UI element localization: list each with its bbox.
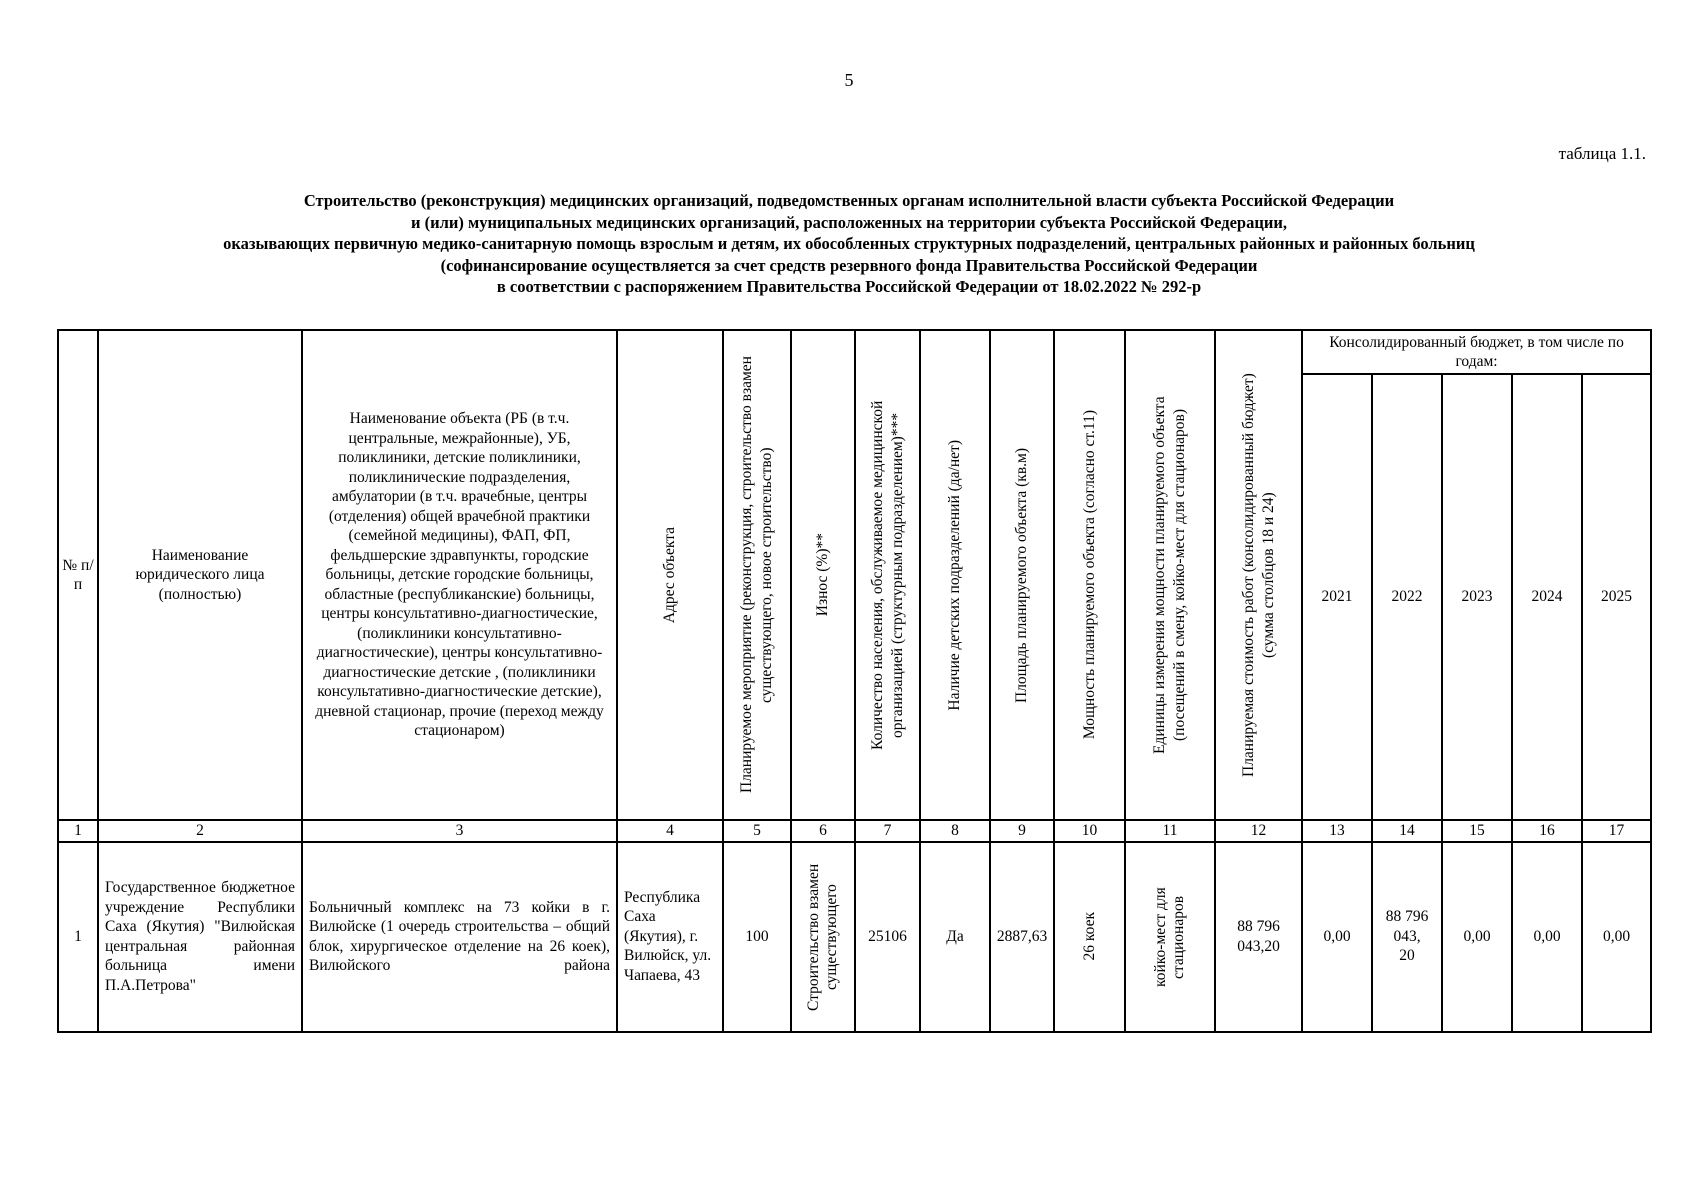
document-title [60, 190, 1638, 298]
column-number: 15 [1442, 820, 1512, 842]
cell-2025: 0,00 [1582, 842, 1651, 1032]
table-label: таблица 1.1. [1558, 144, 1646, 163]
column-number-row [58, 820, 1651, 842]
header-legal-entity: Наименование юридического лица (полностью) [98, 330, 302, 820]
header-capacity-unit-text: Единицы измерения мощности планируемого объекта (посещений в смену, койко-мест для стационаров) [1151, 396, 1188, 754]
column-number: 13 [1302, 820, 1372, 842]
header-object-name: Наименование объекта (РБ (в т.ч. центральные, межрайонные), УБ, поликлиники, детские поликлиники, поликлинические подразделения, амбулатории (в т.ч. врачебные, центры (отделения) общей врачебной практики (семейной медицины), ФАП, ФП, фельдшерские здравпункты, городские больницы, детские городские больницы, областные (республиканские) больницы, центры консультативно-диагностические, (поликлиники консультативно-диагностические), центры консультативно-диагностические детские , (поликлиники консультативно-диагностические детские), дневной стационар, прочие (переход между стационаром) [302, 330, 617, 820]
header-planned-cost [1215, 330, 1302, 820]
cell-area: 2887,63 [990, 842, 1054, 1032]
column-number: 6 [791, 820, 855, 842]
cell-planned-activity-text: Строительство взамен существующего [805, 862, 840, 1011]
header-year-2022: 2022 [1372, 374, 1442, 820]
cell-2022: 88 796 043, 20 [1372, 842, 1442, 1032]
table-row [58, 842, 1651, 1032]
title-line: (софинансирование осуществляется за счет средств резервного фонда Правительства Российской Федерации [440, 255, 1258, 275]
column-number: 3 [302, 820, 617, 842]
column-number: 2 [98, 820, 302, 842]
header-area [990, 330, 1054, 820]
column-number: 4 [617, 820, 723, 842]
column-number: 10 [1054, 820, 1125, 842]
header-wear-text: Износ (%)** [814, 533, 831, 617]
column-number: 12 [1215, 820, 1302, 842]
header-year-2024: 2024 [1512, 374, 1582, 820]
header-year-2025: 2025 [1582, 374, 1651, 820]
column-number: 16 [1512, 820, 1582, 842]
title-line: в соответствии с распоряжением Правительства Российской Федерации от 18.02.2022 № 292-р [496, 277, 1202, 296]
header-address-text: Адрес объекта [661, 526, 678, 624]
header-planned-cost-text: Планируемая стоимость работ (консолидированный бюджет) (сумма столбцов 18 и 24) [1239, 373, 1277, 777]
column-number: 1 [58, 820, 98, 842]
cell-2023: 0,00 [1442, 842, 1512, 1032]
cell-object-name: Больничный комплекс на 73 койки в г. Вилюйске (1 очередь строительства – общий блок, хирургическое отделение на 26 коек), Вилюйского района [302, 842, 617, 1032]
cell-wear: 100 [723, 842, 791, 1032]
column-number: 9 [990, 820, 1054, 842]
cell-2021: 0,00 [1302, 842, 1372, 1032]
header-year-2021: 2021 [1302, 374, 1372, 820]
cell-planned-cost: 88 796 043,20 [1215, 842, 1302, 1032]
header-capacity-unit [1125, 330, 1215, 820]
column-number: 14 [1372, 820, 1442, 842]
title-line: Строительство (реконструкция) медицинских организаций, подведомственных органам исполнительной власти субъекта Российской Федерации [303, 191, 1395, 210]
title-line: и (или) муниципальных медицинских организаций, расположенных на территории субъекта Российской Федерации, [411, 212, 1287, 232]
column-number: 11 [1125, 820, 1215, 842]
header-num: № п/ п [58, 330, 98, 820]
header-planned-activity [723, 330, 791, 820]
cell-2024: 0,00 [1512, 842, 1582, 1032]
header-children-units-text: Наличие детских подразделений (да/нет) [946, 439, 963, 711]
header-budget-group: Консолидированный бюджет, в том числе по годам: [1302, 330, 1651, 374]
column-number: 5 [723, 820, 791, 842]
cell-num: 1 [58, 842, 98, 1032]
cell-planned-activity [791, 842, 855, 1032]
column-number: 8 [920, 820, 990, 842]
cell-capacity-unit-text: койко-мест для стационаров [1152, 886, 1187, 987]
cell-legal-entity: Государственное бюджетное учреждение Республики Саха (Якутия) "Вилюйская центральная районная больница имени П.А.Петрова" [98, 842, 302, 1032]
construction-table [57, 329, 1652, 1033]
header-planned-activity-text: Планируемое мероприятие (реконструкция, строительство взамен существующего, новое строительство) [738, 356, 775, 794]
header-wear [791, 330, 855, 820]
header-population-text: Количество населения, обслуживаемое медицинской организацией (структурным подразделением)*** [868, 400, 906, 750]
header-area-text: Площадь планируемого объекта (кв.м) [1013, 447, 1030, 703]
cell-capacity [1054, 842, 1125, 1032]
page-number: 5 [844, 70, 854, 90]
column-number: 17 [1582, 820, 1651, 842]
header-capacity [1054, 330, 1125, 820]
header-capacity-text: Мощность планируемого объекта (согласно ст.11) [1080, 410, 1098, 740]
cell-capacity-unit [1125, 842, 1215, 1032]
cell-population: 25106 [855, 842, 920, 1032]
column-number: 7 [855, 820, 920, 842]
title-line: оказывающих первичную медико-санитарную помощь взрослым и детям, их обособленных структурных подразделений, центральных районных и районных больниц [223, 234, 1475, 253]
header-children-units [920, 330, 990, 820]
cell-address: Республика Саха (Якутия), г. Вилюйск, ул. Чапаева, 43 [617, 842, 723, 1032]
header-address [617, 330, 723, 820]
header-year-2023: 2023 [1442, 374, 1512, 820]
header-population [855, 330, 920, 820]
cell-capacity-text: 26 коек [1080, 912, 1098, 961]
cell-children-units: Да [920, 842, 990, 1032]
